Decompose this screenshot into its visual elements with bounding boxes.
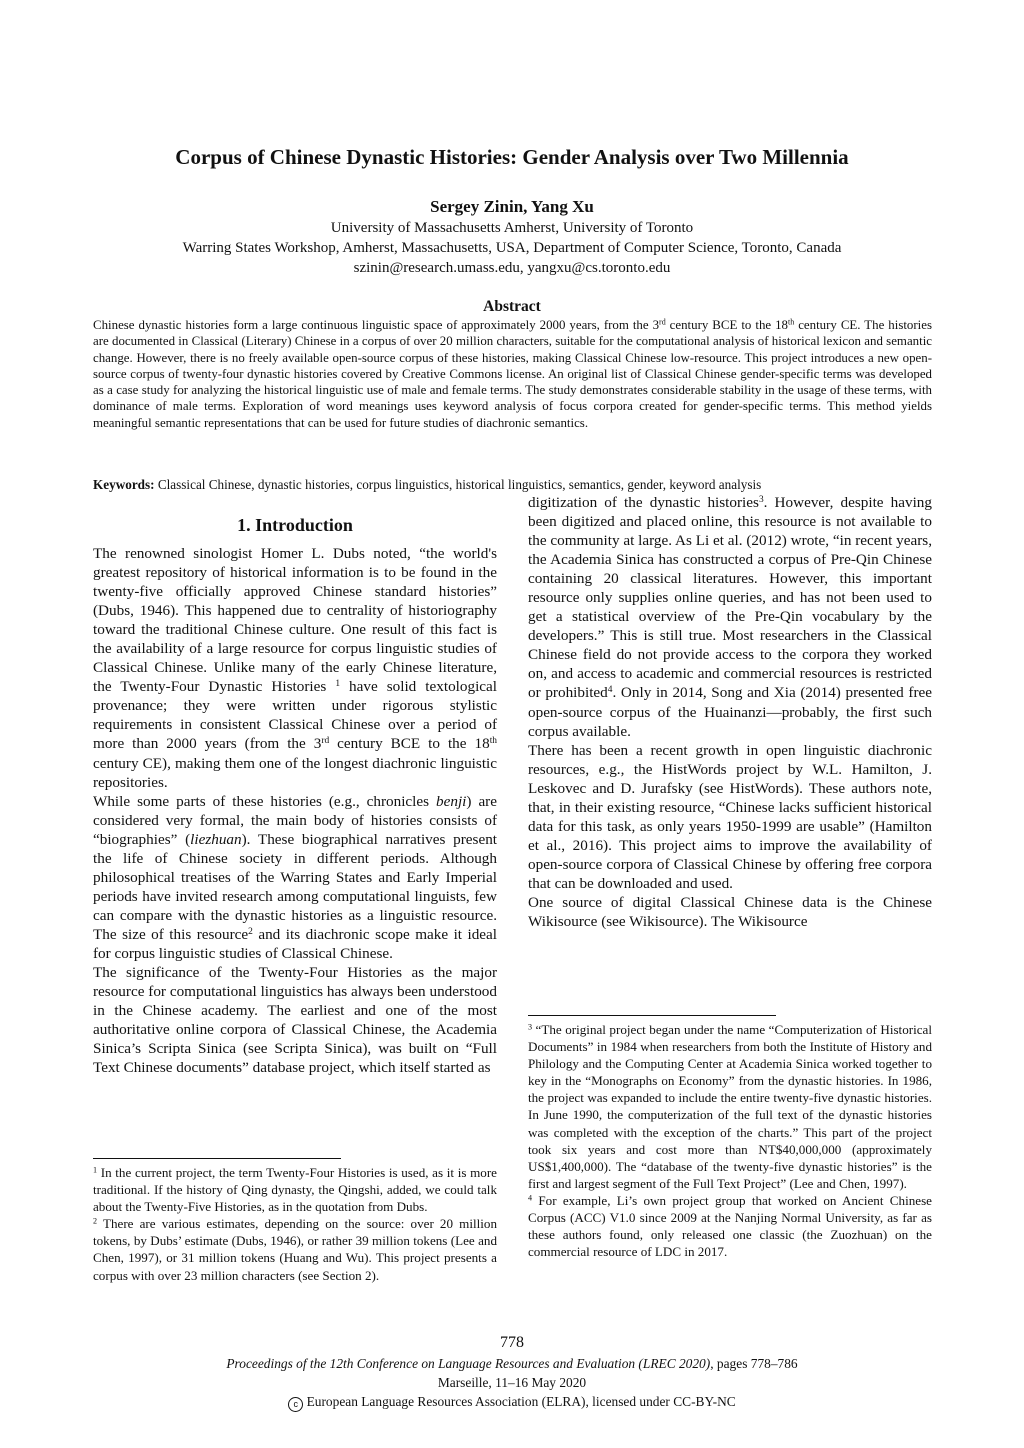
- footnote-ref-3: 3: [758, 494, 764, 505]
- keywords-line: [93, 476, 932, 493]
- footnote-3: $^3$ “The original project began under the name “Computerization of Historical Documents” in 1984 when researchers from both the Institute of History and Philology and the Computing Center at Academia Sinica worked together to key in the “Monographs on Economy” from the dynastic histories. In 1986, the project was expanded to include the entire twenty-five dynastic histories. In June 1990, the computerization of the full text of the dynastic histories was completed with the exception of the charts.” This part of the project took six years and cost more than NT$40,000,000 (approximately US$1,400,000). The “database of the twenty-five dynastic histories” is the first and largest segment of the Full Text Project” (Lee and Chen, 1997).: [528, 1022, 932, 1191]
- author-names: Sergey Zinin, Yang Xu: [430, 197, 594, 216]
- footnote-ref-4: 4: [607, 685, 613, 696]
- affiliation-secondary: Warring States Workshop, Amherst, Massachusetts, USA, Department of Computer Science, Toronto, Canada: [182, 240, 842, 256]
- conference-location: Marseille, 11–16 May 2020: [437, 1375, 587, 1390]
- footnotes-right: [528, 1021, 932, 1260]
- intro-paragraph-1: The renowned sinologist Homer L. Dubs noted, “the world's greatest repository of historical information is to be found in the twenty-five officially approved Chinese standard histories” (Dubs, 1946). This happened due to centrality of historiography toward the traditional Chinese culture. One result of this fact is the availability of a large resource for corpus linguistic studies of Classical Chinese. Unlike many of the early Chinese literature, the Twenty-Four Dynastic Histories $^1$ have solid textological provenance; they were written under rigorous stylistic requirements in consistent Classical Chinese over a period of more than 2000 years (from the 3rd century BCE to the 18th century CE), making them one of the longest diachronic linguistic repositories.: [93, 545, 498, 791]
- intro-paragraph-3-part-1: The significance of the Twenty-Four Histories as the major resource for computational linguistics has always been understood in the Chinese academy. The earliest and one of the most authoritative online corpora of Classical Chinese, the Academia Sinica’s Scripta Sinica (see Scripta Sinica), was built on “Full Text Chinese documents” database project, which itself started as: [93, 964, 497, 1077]
- keywords-label: Keywords:: [93, 477, 155, 492]
- section-heading-introduction: 1. Introduction: [237, 515, 353, 535]
- affiliation: University of Massachusetts Amherst, University of Toronto: [330, 220, 694, 236]
- abstract-body: Chinese dynastic histories form a large continuous linguistic space of approximately 2000 years, from the 3rd century BCE to the 18th century CE. The histories are documented in Classical (Literary) Chinese in a corpus of over 20 million characters, suitable for the computational analysis of historical lexicon and semantic change. However, there is no freely available open-source corpus of these histories, making Classical Chinese low-resource. This project introduces a new open-source corpus of twenty-four dynastic histories covered by Creative Commons license. An original list of Classical Chinese gender-specific terms was developed as a case study for analyzing the historical linguistic use of male and female terms. The study demonstrates considerable stability in the usage of these terms, with dominance of male terms. Exploration of word meanings uses keyword analysis of focus corpora created for gender-specific terms. This method yields meaningful semantic representations that can be used for future studies of diachronic semantics.: [93, 317, 932, 430]
- abstract-heading: Abstract: [483, 298, 541, 315]
- intro-paragraph-3-part-2: digitization of the dynastic histories$^3$. However, despite having been digitized and placed online, this resource is not available to the community at large. As Li et al. (2012) wrote, “in recent years, the Academia Sinica has constructed a corpus of Pre-Qin Chinese containing 20 classical literatures. However, this important resource only supplies online queries, and has not been used to get a statistical overview of the Pre-Qin vocabulary by the developers.” This is still true. Most researchers in the Classical Chinese field do not provide access to the corpora they worked on, and access to academic and commercial resources is restricted or prohibited$^4$. Only in 2014, Song and Xia (2014) presented free open-source corpus of the Huainanzi—probably, the first such corpus available.: [528, 494, 932, 740]
- footnote-1: $^1$ In the current project, the term Twenty-Four Histories is used, as it is more traditional. If the history of Qing dynasty, the Qingshi, added, we could talk about the Twenty-Five Histories, as in the quotation from Dubs.: [93, 1165, 497, 1215]
- footnote-divider-left: [93, 1158, 341, 1159]
- intro-paragraph-5: One source of digital Classical Chinese data is the Chinese Wikisource (see Wikisource). The Wikisource: [528, 893, 932, 931]
- body-column-left: [93, 544, 497, 1077]
- copyright-icon: c: [288, 1397, 303, 1412]
- author-emails: szinin@research.umass.edu, yangxu@cs.toronto.edu: [353, 260, 671, 276]
- license-line: c European Language Resources Association (ELRA), licensed under CC-BY-NC: [0, 1394, 1024, 1412]
- footnote-ref-1: 1: [335, 679, 341, 690]
- page-number: 778: [500, 1334, 524, 1351]
- body-column-right: [528, 493, 932, 931]
- footnote-divider-right: [528, 1015, 776, 1016]
- intro-paragraph-4: There has been a recent growth in open linguistic diachronic resources, e.g., the HistWords project by W.L. Hamilton, J. Leskovec and D. Jurafsky (see HistWords). These authors note, that, in their existing resource, “Chinese lacks sufficient historical data for this task, as only years 1950-1999 are usable” (Hamilton et al., 2016). This project aims to improve the availability of open-source corpora of Classical Chinese by offering free corpora that can be downloaded and used.: [528, 741, 932, 892]
- footnote-2: $^2$ There are various estimates, depending on the source: over 20 million tokens, by Dubs’ estimate (Dubs, 1946), or rather 39 million tokens (Lee and Chen, 1997), or 31 million tokens (Huang and Wu). This project presents a corpus with over 23 million characters (see Section 2).: [93, 1216, 497, 1283]
- footnote-ref-2: 2: [248, 926, 253, 937]
- paper-title: Corpus of Chinese Dynastic Histories: Gender Analysis over Two Millennia: [175, 145, 849, 169]
- keywords-text: Classical Chinese, dynastic histories, corpus linguistics, historical linguistics, semantics, gender, keyword analysis: [157, 477, 762, 492]
- intro-paragraph-2: While some parts of these histories (e.g., chronicles benji) are considered very formal, the main body of histories consists of “biographies” (liezhuan). These biographical narratives present the life of Chinese society in different periods. Although philosophical treatises of the Warring States and Early Imperial periods have invited research among computational linguists, few can compare with the dynastic histories as a linguistic resource. The size of this resource$^2$ and its diachronic scope make it ideal for corpus linguistic studies of Classical Chinese.: [93, 792, 498, 962]
- footnotes-left: [93, 1164, 497, 1284]
- venue-line: Proceedings of the 12th Conference on Language Resources and Evaluation (LREC 2020), pages 778–786: [226, 1356, 798, 1371]
- footnote-4: $^4$ For example, Li’s own project group that worked on Ancient Chinese Corpus (ACC) V1.0 since 2009 at the Nanjing Normal University, as far as these authors found, only released one classic (the Zuozhuan) on the commercial resource of LDC in 2017.: [528, 1192, 932, 1260]
